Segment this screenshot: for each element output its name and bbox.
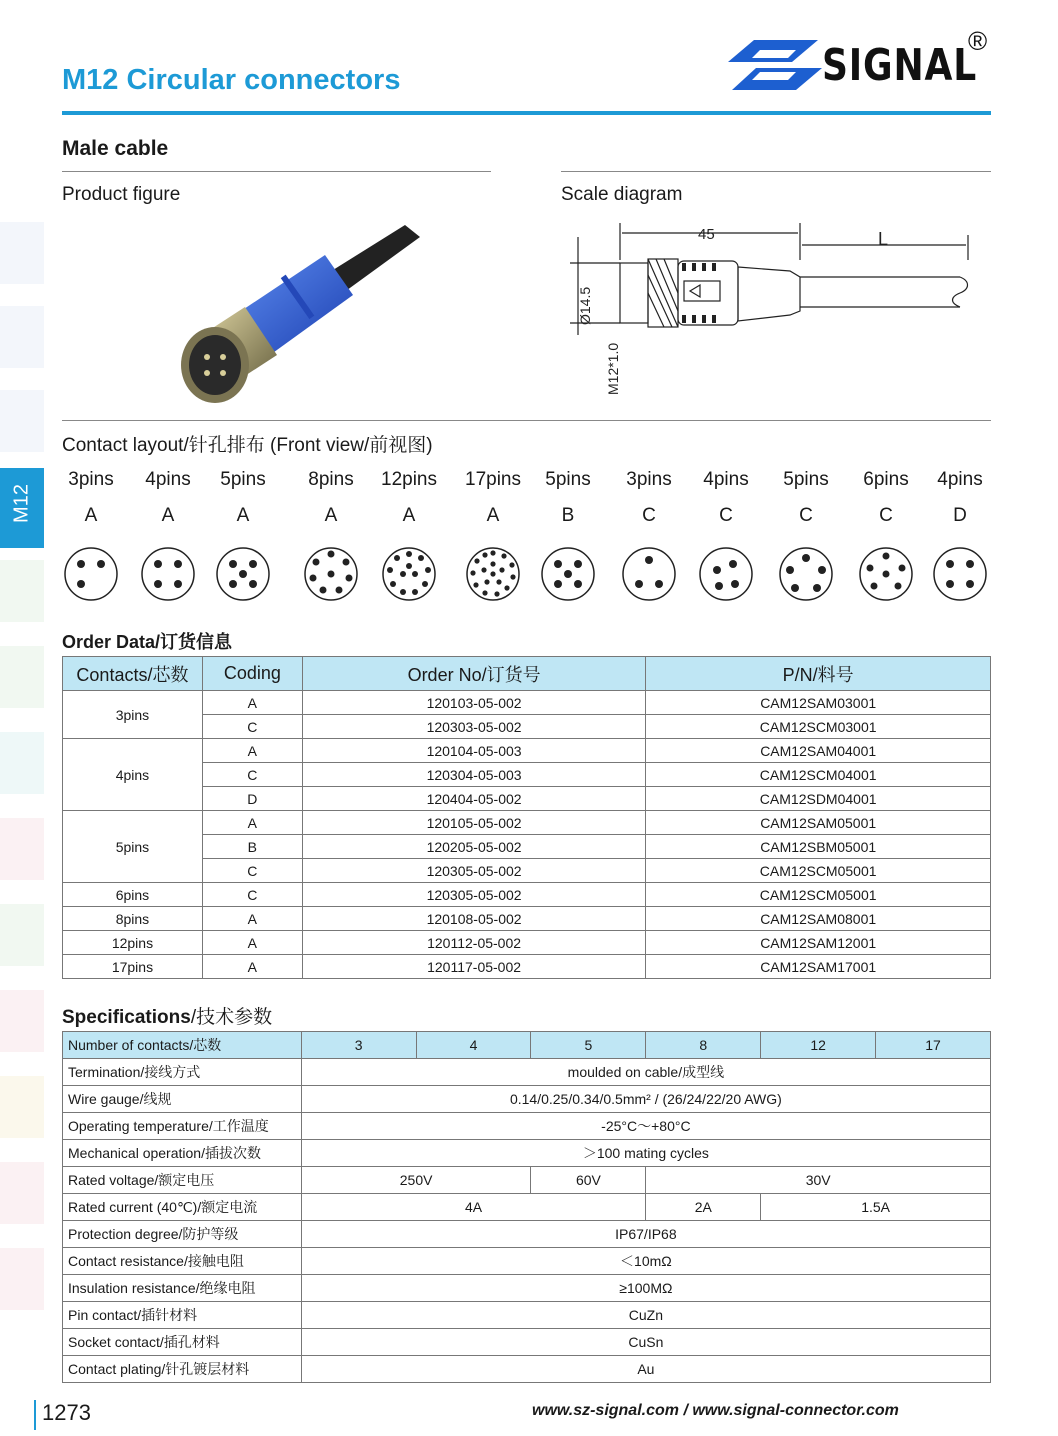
divider — [561, 171, 991, 172]
side-tab — [0, 646, 44, 708]
spec-value: 2A — [646, 1194, 761, 1221]
pn-cell: CAM12SAM04001 — [646, 739, 991, 763]
table-row — [63, 1113, 991, 1140]
spec-title — [62, 1002, 272, 1029]
side-tab — [0, 732, 44, 794]
coding-cell: A — [202, 691, 302, 715]
side-tab — [0, 1162, 44, 1224]
dim-thread: M12*1.0 — [605, 342, 621, 395]
contact-layout-title: Contact layout/针孔排布 (Front view/前视图) — [62, 435, 433, 456]
order-no-cell: 120105-05-002 — [302, 811, 646, 835]
coding-cell: C — [202, 715, 302, 739]
side-tab — [0, 222, 44, 284]
coding-cell: B — [202, 835, 302, 859]
coding-cell: A — [202, 811, 302, 835]
divider — [62, 420, 991, 421]
spec-label: Number of contacts/芯数 — [63, 1032, 302, 1059]
spec-value: CuSn — [301, 1329, 990, 1356]
side-tab — [0, 560, 44, 622]
contacts-cell: 8pins — [63, 907, 203, 931]
table-row — [63, 1275, 991, 1302]
contact-coding-label: A — [161, 505, 175, 526]
table-row — [63, 763, 991, 787]
contact-pins-label: 5pins — [783, 469, 829, 490]
dim-L: L — [878, 229, 889, 249]
table-row — [63, 1302, 991, 1329]
spec-label: Operating temperature/工作温度 — [63, 1113, 302, 1140]
contact-pins-label: 17pins — [465, 469, 521, 490]
contact-coding-label: A — [486, 505, 500, 526]
spec-label: Socket contact/插孔材料 — [63, 1329, 302, 1356]
pn-cell: CAM12SAM05001 — [646, 811, 991, 835]
side-tab — [0, 990, 44, 1052]
dim-diameter: Ø14.5 — [577, 286, 593, 325]
contact-pins-label: 6pins — [863, 469, 909, 490]
spec-value: 4A — [301, 1194, 646, 1221]
order-no-cell: 120305-05-002 — [302, 859, 646, 883]
coding-cell: A — [202, 907, 302, 931]
spec-value: 4 — [416, 1032, 531, 1059]
table-row — [63, 955, 991, 979]
pn-cell: CAM12SAM17001 — [646, 955, 991, 979]
table-row — [63, 1194, 991, 1221]
spec-value: IP67/IP68 — [301, 1221, 990, 1248]
contact-pins-label: 5pins — [545, 469, 591, 490]
table-row — [63, 1032, 991, 1059]
pn-cell: CAM12SAM12001 — [646, 931, 991, 955]
column-header: Contacts/芯数 — [63, 657, 203, 691]
coding-cell: C — [202, 859, 302, 883]
pn-cell: CAM12SDM04001 — [646, 787, 991, 811]
side-tab — [0, 1076, 44, 1138]
spec-value: 30V — [646, 1167, 991, 1194]
column-header: Order No/订货号 — [302, 657, 646, 691]
order-table — [62, 656, 991, 979]
table-header-row — [63, 657, 991, 691]
contact-coding-label: B — [561, 505, 575, 526]
contact-coding-label: C — [642, 505, 656, 526]
coding-cell: A — [202, 955, 302, 979]
table-row — [63, 907, 991, 931]
spec-value: 5 — [531, 1032, 646, 1059]
order-no-cell: 120112-05-002 — [302, 931, 646, 955]
order-no-cell: 120305-05-002 — [302, 883, 646, 907]
spec-value: moulded on cable/成型线 — [301, 1059, 990, 1086]
pn-cell: CAM12SCM05001 — [646, 883, 991, 907]
order-no-cell: 120108-05-002 — [302, 907, 646, 931]
scale-diagram — [560, 215, 990, 405]
column-header: P/N/料号 — [646, 657, 991, 691]
side-tab-label: M12 — [10, 484, 33, 523]
side-tab — [0, 818, 44, 880]
spec-label: Pin contact/插针材料 — [63, 1302, 302, 1329]
column-header: Coding — [202, 657, 302, 691]
footer-url: www.sz-signal.com / www.signal-connector.com — [532, 1402, 899, 1419]
contacts-cell: 6pins — [63, 883, 203, 907]
table-row — [63, 1140, 991, 1167]
dim-45: 45 — [698, 226, 715, 243]
side-tab — [0, 904, 44, 966]
coding-cell: C — [202, 763, 302, 787]
spec-value: 60V — [531, 1167, 646, 1194]
spec-value: 1.5A — [761, 1194, 991, 1221]
contact-coding-label: A — [402, 505, 416, 526]
spec-label: Mechanical operation/插拔次数 — [63, 1140, 302, 1167]
spec-value: Au — [301, 1356, 990, 1383]
order-no-cell: 120304-05-003 — [302, 763, 646, 787]
spec-label: Insulation resistance/绝缘电阻 — [63, 1275, 302, 1302]
order-no-cell: 120205-05-002 — [302, 835, 646, 859]
contact-pins-label: 4pins — [145, 469, 191, 490]
table-row — [63, 739, 991, 763]
contact-pins-label: 3pins — [68, 469, 114, 490]
contacts-cell: 5pins — [63, 811, 203, 883]
contacts-cell: 12pins — [63, 931, 203, 955]
table-row — [63, 1086, 991, 1113]
pn-cell: CAM12SAM03001 — [646, 691, 991, 715]
contact-pins-label: 5pins — [220, 469, 266, 490]
header-rule — [62, 111, 991, 115]
spec-label: Contact resistance/接触电阻 — [63, 1248, 302, 1275]
coding-cell: A — [202, 931, 302, 955]
contacts-cell: 4pins — [63, 739, 203, 811]
product-figure-label: Product figure — [62, 184, 181, 205]
table-row — [63, 931, 991, 955]
spec-value: 17 — [876, 1032, 991, 1059]
brand-name: SIGNAL — [822, 40, 978, 91]
spec-value: CuZn — [301, 1302, 990, 1329]
spec-label: Contact plating/针孔镀层材料 — [63, 1356, 302, 1383]
table-row — [63, 859, 991, 883]
side-tab — [0, 1248, 44, 1310]
registered-mark: ® — [968, 26, 988, 56]
spec-label: Wire gauge/线规 — [63, 1086, 302, 1113]
spec-label: Termination/接线方式 — [63, 1059, 302, 1086]
table-row — [63, 1356, 991, 1383]
coding-cell: C — [202, 883, 302, 907]
spec-value: 12 — [761, 1032, 876, 1059]
page-title: M12 Circular connectors — [62, 64, 401, 96]
table-row — [63, 1221, 991, 1248]
pn-cell: CAM12SBM05001 — [646, 835, 991, 859]
order-no-cell: 120103-05-002 — [302, 691, 646, 715]
contact-pins-label: 4pins — [703, 469, 749, 490]
spec-title-en: Specifications — [62, 1007, 191, 1028]
spec-value: 0.14/0.25/0.34/0.5mm² / (26/24/22/20 AWG) — [301, 1086, 990, 1113]
contact-coding-label: A — [84, 505, 98, 526]
order-no-cell: 120117-05-002 — [302, 955, 646, 979]
contact-pins-label: 12pins — [381, 469, 437, 490]
spec-value: ≥100MΩ — [301, 1275, 990, 1302]
spec-value: 3 — [301, 1032, 416, 1059]
page-number: 1273 — [34, 1400, 91, 1430]
side-tab — [0, 306, 44, 368]
section-title: Male cable — [62, 137, 169, 160]
table-row — [63, 1167, 991, 1194]
scale-diagram-label: Scale diagram — [561, 184, 683, 205]
contact-coding-label: C — [719, 505, 733, 526]
coding-cell: D — [202, 787, 302, 811]
order-no-cell: 120104-05-003 — [302, 739, 646, 763]
spec-label: Rated voltage/额定电压 — [63, 1167, 302, 1194]
contact-coding-label: D — [953, 505, 967, 526]
contact-coding-label: C — [799, 505, 813, 526]
contact-coding-label: C — [879, 505, 893, 526]
order-data-title: Order Data/订货信息 — [62, 632, 233, 652]
pn-cell: CAM12SCM04001 — [646, 763, 991, 787]
contacts-cell: 3pins — [63, 691, 203, 739]
table-row — [63, 1329, 991, 1356]
divider — [62, 171, 491, 172]
table-row — [63, 883, 991, 907]
side-tab — [0, 390, 44, 452]
contact-coding-label: A — [236, 505, 250, 526]
table-row — [63, 1059, 991, 1086]
spec-label: Rated current (40℃)/额定电流 — [63, 1194, 302, 1221]
pn-cell: CAM12SCM05001 — [646, 859, 991, 883]
spec-value: ＜10mΩ — [301, 1248, 990, 1275]
order-no-cell: 120404-05-002 — [302, 787, 646, 811]
coding-cell: A — [202, 739, 302, 763]
contact-pins-label: 3pins — [626, 469, 672, 490]
table-row — [63, 787, 991, 811]
product-image — [175, 215, 425, 415]
table-row — [63, 811, 991, 835]
pn-cell: CAM12SCM03001 — [646, 715, 991, 739]
spec-table — [62, 1031, 991, 1383]
contact-face-icons — [55, 540, 995, 606]
contact-coding-label: A — [324, 505, 338, 526]
spec-value: 8 — [646, 1032, 761, 1059]
table-row — [63, 835, 991, 859]
order-no-cell: 120303-05-002 — [302, 715, 646, 739]
contacts-cell: 17pins — [63, 955, 203, 979]
pn-cell: CAM12SAM08001 — [646, 907, 991, 931]
table-row — [63, 691, 991, 715]
contact-pins-label: 8pins — [308, 469, 354, 490]
spec-value: -25°C～+80°C — [301, 1113, 990, 1140]
spec-value: 250V — [301, 1167, 531, 1194]
spec-label: Protection degree/防护等级 — [63, 1221, 302, 1248]
spec-title-cn: /技术参数 — [190, 1007, 273, 1028]
table-row — [63, 1248, 991, 1275]
table-row — [63, 715, 991, 739]
spec-value: ＞100 mating cycles — [301, 1140, 990, 1167]
contact-pins-label: 4pins — [937, 469, 983, 490]
